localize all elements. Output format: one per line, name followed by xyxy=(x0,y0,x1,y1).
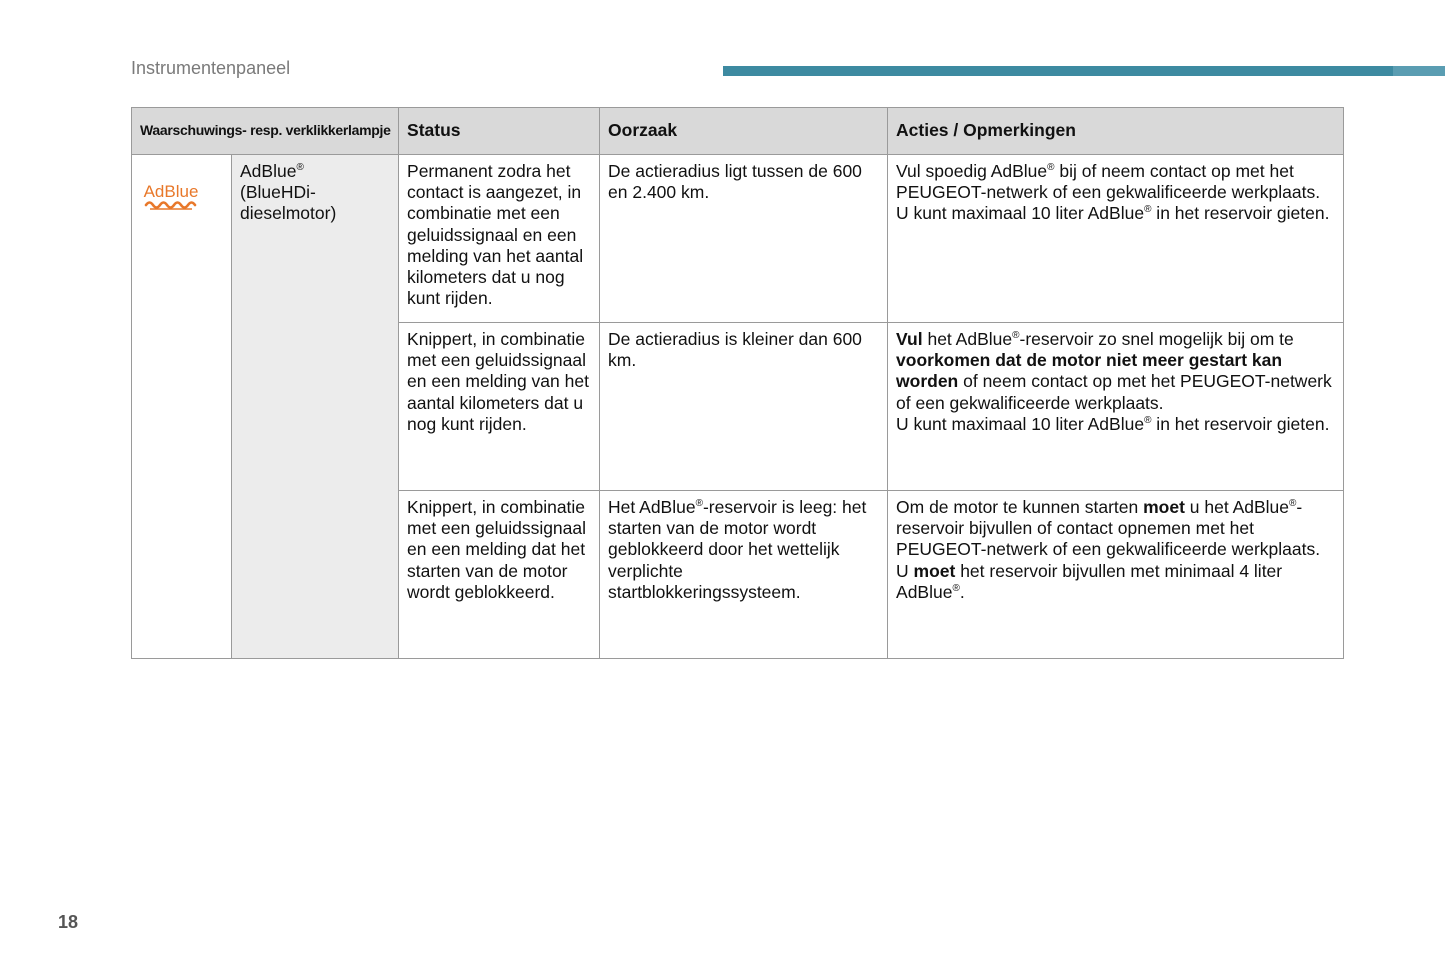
column-header-lamp: Waarschuwings- resp. verklikkerlampje xyxy=(132,108,399,155)
table-row xyxy=(132,155,1344,323)
section-title: Instrumentenpaneel xyxy=(131,58,291,78)
table-header-row xyxy=(132,108,1344,155)
action-paragraph: U kunt maximaal 10 liter AdBlue® in het reservoir gieten. xyxy=(896,203,1330,224)
action-paragraph: Om de motor te kunnen starten moet u het AdBlue®-reservoir bijvullen of contact opnemen met het PEUGEOT-netwerk of een gekwalificeerde werkplaats. xyxy=(896,497,1321,560)
status-cell: Knippert, in combinatie met een geluidssignaal en een melding dat het starten van de motor wordt geblokkeerd. xyxy=(399,491,600,659)
warning-lamp-table xyxy=(131,107,1344,659)
column-header-actions: Acties / Opmerkingen xyxy=(888,108,1344,155)
header-accent-bar xyxy=(723,66,1445,76)
actions-cell xyxy=(888,323,1344,491)
cause-cell: Het AdBlue®-reservoir is leeg: het starten van de motor wordt geblokkeerd door het wettelijk verplichte startblokkeringssysteem. xyxy=(600,491,888,659)
adblue-warning-icon xyxy=(140,179,202,213)
action-paragraph: U kunt maximaal 10 liter AdBlue® in het reservoir gieten. xyxy=(896,413,1330,434)
action-paragraph: Vul het AdBlue®-reservoir zo snel mogelijk bij om te voorkomen dat de motor niet meer gestart kan worden of neem contact op met het PEUGEOT-netwerk of een gekwalificeerde werkplaats. xyxy=(896,329,1332,413)
adblue-icon-wave xyxy=(146,203,195,208)
cause-cell: De actieradius is kleiner dan 600 km. xyxy=(600,323,888,491)
lamp-name: AdBlue xyxy=(240,161,297,181)
header-accent-bar-tip xyxy=(1393,66,1445,76)
cause-cell: De actieradius ligt tussen de 600 en 2.400 km. xyxy=(600,155,888,323)
registered-mark: ® xyxy=(296,162,304,173)
column-header-status: Status xyxy=(399,108,600,155)
action-paragraph: Vul spoedig AdBlue® bij of neem contact op met het PEUGEOT-netwerk of een gekwalificeerde werkplaats. xyxy=(896,161,1321,203)
status-cell: Permanent zodra het contact is aangezet, in combinatie met een geluidssignaal en een melding van het aantal kilometers dat u nog kunt rijden. xyxy=(399,155,600,323)
lamp-icon-cell xyxy=(132,155,232,659)
status-cell: Knippert, in combinatie met een geluidssignaal en een melding van het aantal kilometers dat u nog kunt rijden. xyxy=(399,323,600,491)
lamp-subtitle: (BlueHDi-dieselmotor) xyxy=(240,182,337,224)
adblue-icon-label: AdBlue xyxy=(143,182,199,201)
action-paragraph: U moet het reservoir bijvullen met minimaal 4 liter AdBlue®. xyxy=(896,560,1283,602)
page-number: 18 xyxy=(58,912,79,932)
lamp-name-cell xyxy=(232,155,399,659)
actions-cell xyxy=(888,491,1344,659)
actions-cell xyxy=(888,155,1344,323)
column-header-cause: Oorzaak xyxy=(600,108,888,155)
